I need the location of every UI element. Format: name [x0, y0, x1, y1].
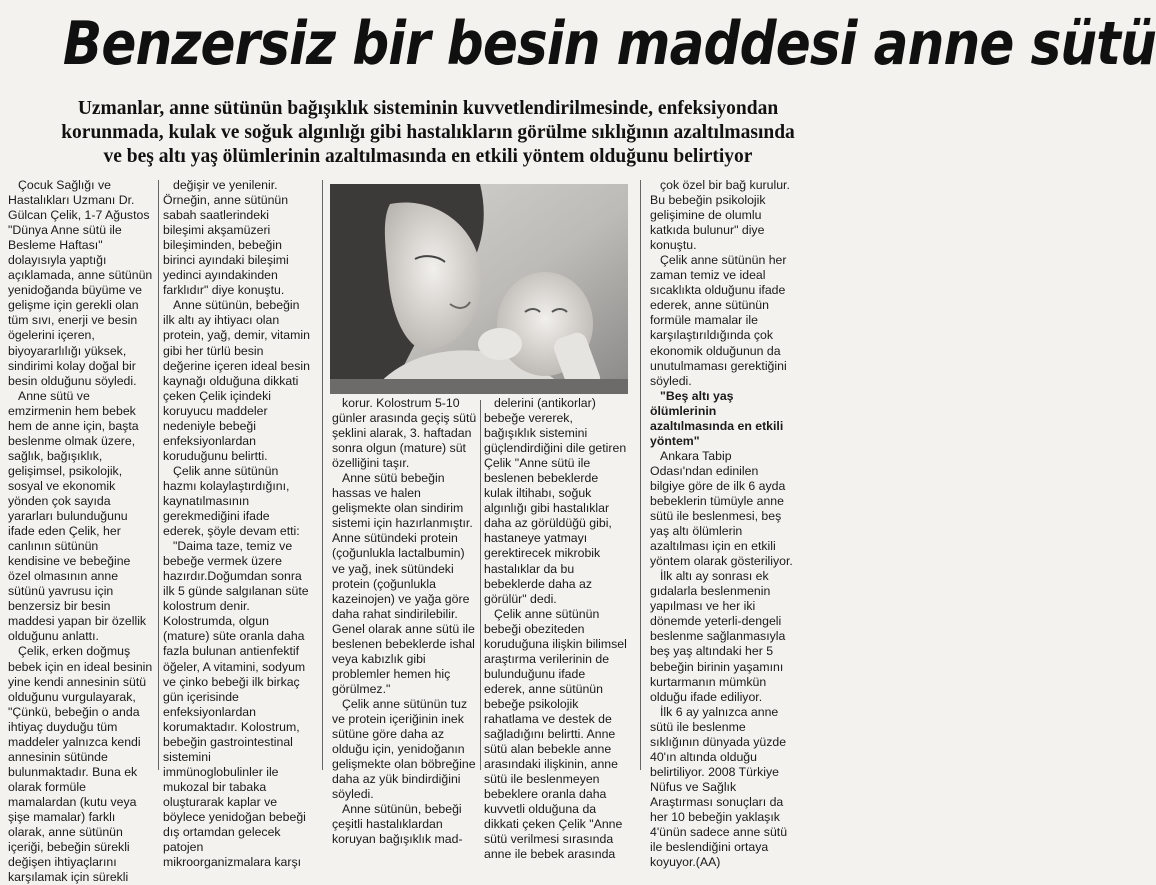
article-column-3: [332, 396, 478, 847]
headline: Benzersiz bir besin maddesi anne sütü: [62, 9, 1156, 79]
article-column-5: [650, 178, 796, 870]
paragraph: delerini (antikorlar) bebeğe vererek, bağışıklık sistemini güçlendirdiğini dile getiren Çelik "Anne sütü ile beslenen bebeklerde kulak iltihabı, soğuk algınlığı gibi hastalıklar daha az görüldüğü gibi, hastaneye yatmayı gerektirecek mikrobik hastalıklar da bu bebeklerde daha az görülür" dedi.: [484, 396, 627, 606]
photo-illustration: [330, 184, 628, 394]
paragraph: İlk 6 ay yalnızca anne sütü ile beslenme sıklığının dünyada yüzde 40'ın altında olduğu belirtiliyor. 2008 Türkiye Nüfus ve Sağlık Araştırması sonuçları da her 10 bebeğin yaklaşık 4'ünün sadece anne sütü ile beslendiğini ortaya koyuyor.(AA): [650, 704, 788, 870]
column-divider: [480, 400, 481, 770]
paragraph: Ankara Tabip Odası'ndan edinilen bilgiye göre de ilk 6 ayda bebeklerin tümüyle anne sütü ile beslenmesi, beş yaş altı ölümlerin azaltılması için en etkili yöntem olarak gösteriliyor.: [650, 448, 793, 569]
paragraph: Anne sütü ve emzirmenin hem bebek hem de anne için, başta beslenme olmak üzere, sağlık, bağışıklık, gelişimsel, psikolojik, sosyal ve ekonomik yönden çok sayıda yararları bulunduğunu ifade eden Çelik, her canlının sütünün kendisine ve bebeğine özel olmasının anne sütünü yavrusu için benzersiz bir besin maddesi yapan bir özellik olduğunu anlattı.: [8, 388, 147, 644]
column-divider: [322, 180, 323, 770]
paragraph: Anne sütünün, bebeği çeşitli hastalıklardan koruyan bağışıklık mad-: [332, 802, 463, 847]
paragraph: Çelik anne sütünün her zaman temiz ve ideal sıcaklıkta olduğunu ifade ederek, anne sütünün formüle mamalar ile karşılaştırıldığında çok ekonomik olduğunun da unutulmaması gerektiğini söyledi.: [650, 253, 787, 388]
column-divider: [158, 180, 159, 770]
paragraph: "Daima taze, temiz ve bebeğe vermek üzere hazırdır.Doğumdan sonra ilk 5 günde salgılanan süte kolostrum denir. Kolostrumda, olgun (mature) süte oranla daha fazla bulunan antienfektif öğeler, A vitamini, sodyum ve çinko bebeği ilk birkaç gün içerisinde enfeksiyonlardan korumaktadır. Kolostrum, bebeğin gastrointestinal sistemini immünoglobulinler ile mukozal bir tabaka oluşturarak kaplar ve böylece yenidoğan bebeği dış ortamdan gelecek patojen mikroorganizmalara karşı: [163, 539, 309, 870]
paragraph: Anne sütünün, bebeğin ilk altı ay ihtiyacı olan protein, yağ, demir, vitamin gibi her türlü besin değerine içeren ideal besin kaynağı olduğuna dikkati çeken Çelik içindeki koruyucu maddeler nedeniyle bebeği enfeksiyonlardan koruduğunu belirtti.: [163, 298, 310, 463]
paragraph: Çelik, erken doğmuş bebek için en ideal besinin yine kendi annesinin sütü olduğunu vurgulayarak, "Çünkü, bebeğin o anda ihtiyaç duyduğu tüm maddeler yalnızca kendi annesinin sütünde bulunmaktadır. Buna ek olarak formüle mamalardan (kutu veya şişe mamalar) farklı olarak, anne sütünün içeriği, bebeğin sürekli değişen ihtiyaçlarını karşılamak için sürekli: [8, 644, 153, 885]
article-column-2: [163, 178, 312, 870]
paragraph: Anne sütü bebeğin hassas ve halen gelişmekte olan sindirim sistemi için hazırlanmıştır. Anne sütündeki protein (çoğunlukla lactalbumin) ve yağ, inek sütündeki protein (çoğunlukla kazeinojen) ve yağa göre daha rahat sindirilebilir. Genel olarak anne sütü ile beslenen bebeklerde ishal veya kabızlık gibi problemler hemen hiç görülmez.": [332, 471, 475, 696]
article-column-1: [8, 178, 153, 885]
paragraph: Çocuk Sağlığı ve Hastalıkları Uzmanı Dr. Gülcan Çelik, 1-7 Ağustos "Dünya Anne sütü ile Besleme Haftası" dolayısıyla yaptığı açıklamada, anne sütünün yenidoğanda büyüme ve gelişme için gerekli olan tüm sıvı, enerji ve besin ögelerini içeren, biyoyararlılığı yüksek, sindirimi kolay doğal bir besin olduğunu söyledi.: [8, 178, 153, 388]
paragraph: korur. Kolostrum 5-10 günler arasında geçiş sütü şeklini alarak, 3. haftadan sonra olgun (mature) süt özelliğini taşır.: [332, 396, 477, 471]
paragraph: İlk altı ay sonrası ek gıdalarla beslenmenin yapılması ve her iki dönemde yeterli-dengeli beslenme sağlanmasıyla beş yaş altındaki her 5 bebeğin birinin yaşamını kurtarmanın mümkün olduğu ifade ediliyor.: [650, 569, 786, 704]
paragraph: Çelik anne sütünün bebeği obeziteden koruduğuna ilişkin bilimsel araştırma verilerinin de bulunduğunu ifade ederek, anne sütünün bebeğe psikolojik rahatlama ve destek de sağladığını belirtti. Anne sütü alan bebekle anne arasındaki ilişkinin, anne sütü ile beslenmeyen bebeklere oranla daha kuvvetli olduğuna da dikkati çeken Çelik "Anne sütü verilmesi sırasında anne ile bebek arasında: [484, 606, 627, 862]
subheading: "Beş altı yaş ölümlerinin azaltılmasında en etkili yöntem": [650, 388, 784, 448]
paragraph: Çelik anne sütünün hazmı kolaylaştırdığını, kaynatılmasının gerekmediğini ifade ederek, şöyle devam etti:: [163, 463, 300, 539]
lead-paragraph: Uzmanlar, anne sütünün bağışıklık sisteminin kuvvetlendirilmesinde, enfeksiyondan korunmada, kulak ve soğuk algınlığı gibi hastalıkların görülme sıklığının azaltılmasında ve beş altı yaş ölümlerinin azaltılmasında en etkili yöntem olduğunu belirtiyor: [61, 98, 795, 167]
paragraph: değişir ve yenilenir. Örneğin, anne sütünün sabah saatlerindeki bileşimi akşamüzeri bileşiminden, bebeğin birinci ayındaki bileşimi yedinci ayındakinden farklıdır" diye konuştu.: [163, 178, 289, 298]
mother-baby-photo: [330, 184, 628, 394]
paragraph: çok özel bir bağ kurulur. Bu bebeğin psikolojik gelişimine de olumlu katkıda bulunur" diye konuştu.: [650, 178, 790, 253]
column-divider: [640, 180, 641, 770]
article-column-4: [484, 396, 628, 862]
paragraph: Çelik anne sütünün tuz ve protein içeriğinin inek sütüne göre daha az olduğu için, yenidoğanın gelişmekte olan böbreğine daha az yük bindirdiğini söyledi.: [332, 696, 476, 802]
